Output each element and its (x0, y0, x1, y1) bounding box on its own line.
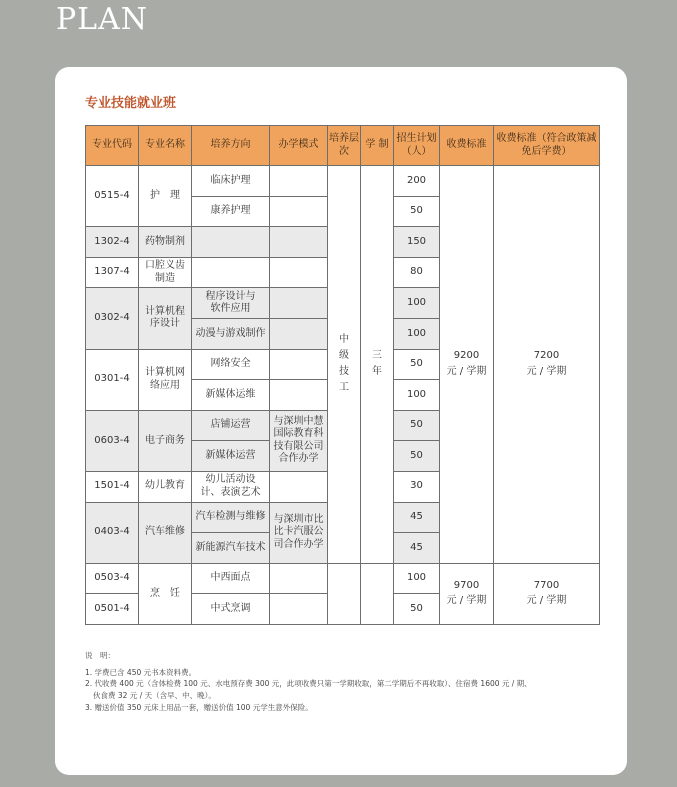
cell-direction: 汽车检测与维修 (192, 502, 270, 533)
cell-code: 0603-4 (86, 410, 139, 471)
cell-direction: 网络安全 (192, 349, 270, 380)
cell-name (139, 257, 192, 288)
cell-direction: 新媒体运营 (192, 441, 270, 472)
cell-fee-group1 (440, 166, 494, 564)
cell-name (139, 288, 192, 349)
cell-mode (270, 166, 328, 197)
cell-direction (192, 227, 270, 258)
policy-value: 7700 (533, 579, 560, 591)
mode-text: 与深圳市比比卡汽服公司合作办学 (273, 513, 324, 550)
cell-name (139, 349, 192, 410)
cell-plan: 50 (394, 594, 440, 625)
header-fee: 收费标准 (440, 126, 494, 166)
table-header-row (86, 126, 600, 166)
header-fee-policy: 收费标准（符合政策减免后学费） (494, 126, 600, 166)
level-value: 中级技工 (339, 334, 349, 394)
cell-code: 1501-4 (86, 471, 139, 502)
cell-plan: 50 (394, 196, 440, 227)
cell-duration-empty (361, 563, 394, 624)
fee-table (85, 125, 600, 625)
note-item: 伙食费 32 元 / 天（含早、中、晚）。 (93, 690, 216, 700)
direction-text: 程序设计与软件应用 (205, 290, 256, 315)
cell-plan: 80 (394, 257, 440, 288)
cell-name: 药物制剂 (139, 227, 192, 258)
note-item: 1. 学费已含 450 元书本资料费。 (85, 667, 197, 677)
header-level: 培养层次 (328, 126, 361, 166)
cell-code: 1302-4 (86, 227, 139, 258)
cell-mode (270, 502, 328, 563)
header-mode: 办学模式 (270, 126, 328, 166)
cell-direction: 新能源汽车技术 (192, 533, 270, 564)
cell-code: 0302-4 (86, 288, 139, 349)
name-text: 计算机网络应用 (145, 367, 185, 391)
cell-plan: 100 (394, 380, 440, 411)
direction-text: 幼儿活动设计、表演艺术 (200, 474, 261, 498)
cell-plan: 200 (394, 166, 440, 197)
policy-value: 7200 (533, 350, 560, 362)
cell-plan: 50 (394, 441, 440, 472)
fee-unit: 元 / 学期 (446, 365, 487, 377)
policy-unit: 元 / 学期 (526, 595, 567, 607)
cell-direction: 康养护理 (192, 196, 270, 227)
cell-direction: 店铺运营 (192, 410, 270, 441)
cell-code: 1307-4 (86, 257, 139, 288)
cell-direction: 动漫与游戏制作 (192, 318, 270, 349)
cell-name: 汽车维修 (139, 502, 192, 563)
header-name: 专业名称 (139, 126, 192, 166)
cell-direction: 中西面点 (192, 563, 270, 594)
header-code: 专业代码 (86, 126, 139, 166)
plan-title: PLAN (56, 2, 149, 37)
name-text: 口腔义齿制造 (145, 260, 185, 284)
cell-code: 0515-4 (86, 166, 139, 227)
name-text: 计算机程序设计 (145, 305, 185, 330)
notes (85, 650, 532, 713)
cell-code: 0503-4 (86, 563, 139, 594)
cell-plan: 100 (394, 288, 440, 319)
cell-mode (270, 318, 328, 349)
table-row (86, 166, 600, 197)
cell-code: 0501-4 (86, 594, 139, 625)
cell-mode (270, 410, 328, 471)
cell-mode (270, 196, 328, 227)
table-row (86, 563, 600, 594)
cell-duration (361, 166, 394, 564)
cell-name: 护 理 (139, 166, 192, 227)
cell-policy-group1 (494, 166, 600, 564)
cell-name: 电子商务 (139, 410, 192, 471)
cell-mode (270, 563, 328, 594)
cell-code: 0301-4 (86, 349, 139, 410)
cell-plan: 100 (394, 318, 440, 349)
section-title: 专业技能就业班 (85, 96, 177, 111)
cell-mode (270, 471, 328, 502)
cell-code: 0403-4 (86, 502, 139, 563)
cell-level-empty (328, 563, 361, 624)
fee-value: 9700 (453, 579, 480, 591)
cell-plan: 45 (394, 533, 440, 564)
header-plan: 招生计划（人） (394, 126, 440, 166)
duration-value: 三年 (372, 350, 382, 378)
note-item: 2. 代收费 400 元（含体检费 100 元、水电预存费 300 元，此项收费只第一学期收取，第二学期后不再收取）、住宿费 1600 元 / 期、 (85, 679, 532, 689)
cell-direction: 中式烹调 (192, 594, 270, 625)
cell-name: 烹 饪 (139, 563, 192, 624)
cell-plan: 45 (394, 502, 440, 533)
cell-direction (192, 471, 270, 502)
cell-direction: 新媒体运维 (192, 380, 270, 411)
cell-plan: 50 (394, 349, 440, 380)
cell-direction: 临床护理 (192, 166, 270, 197)
cell-mode (270, 288, 328, 319)
fee-value: 9200 (453, 350, 480, 362)
notes-heading: 说 明： (85, 651, 115, 660)
cell-level (328, 166, 361, 564)
cell-plan: 100 (394, 563, 440, 594)
cell-plan: 50 (394, 410, 440, 441)
cell-mode (270, 594, 328, 625)
header-direction: 培养方向 (192, 126, 270, 166)
cell-direction (192, 288, 270, 319)
note-item: 3. 赠送价值 350 元床上用品一套，赠送价值 100 元学生意外保险。 (85, 702, 313, 712)
cell-plan: 30 (394, 471, 440, 502)
cell-mode (270, 227, 328, 258)
header-duration: 学 制 (361, 126, 394, 166)
cell-name: 幼儿教育 (139, 471, 192, 502)
cell-direction (192, 257, 270, 288)
policy-unit: 元 / 学期 (526, 365, 567, 377)
cell-mode (270, 349, 328, 380)
cell-mode (270, 257, 328, 288)
fee-unit: 元 / 学期 (446, 595, 487, 607)
cell-policy-group2 (494, 563, 600, 624)
cell-plan: 150 (394, 227, 440, 258)
cell-fee-group2 (440, 563, 494, 624)
mode-text: 与深圳中慧国际教育科技有限公司合作办学 (273, 415, 324, 465)
cell-mode (270, 380, 328, 411)
